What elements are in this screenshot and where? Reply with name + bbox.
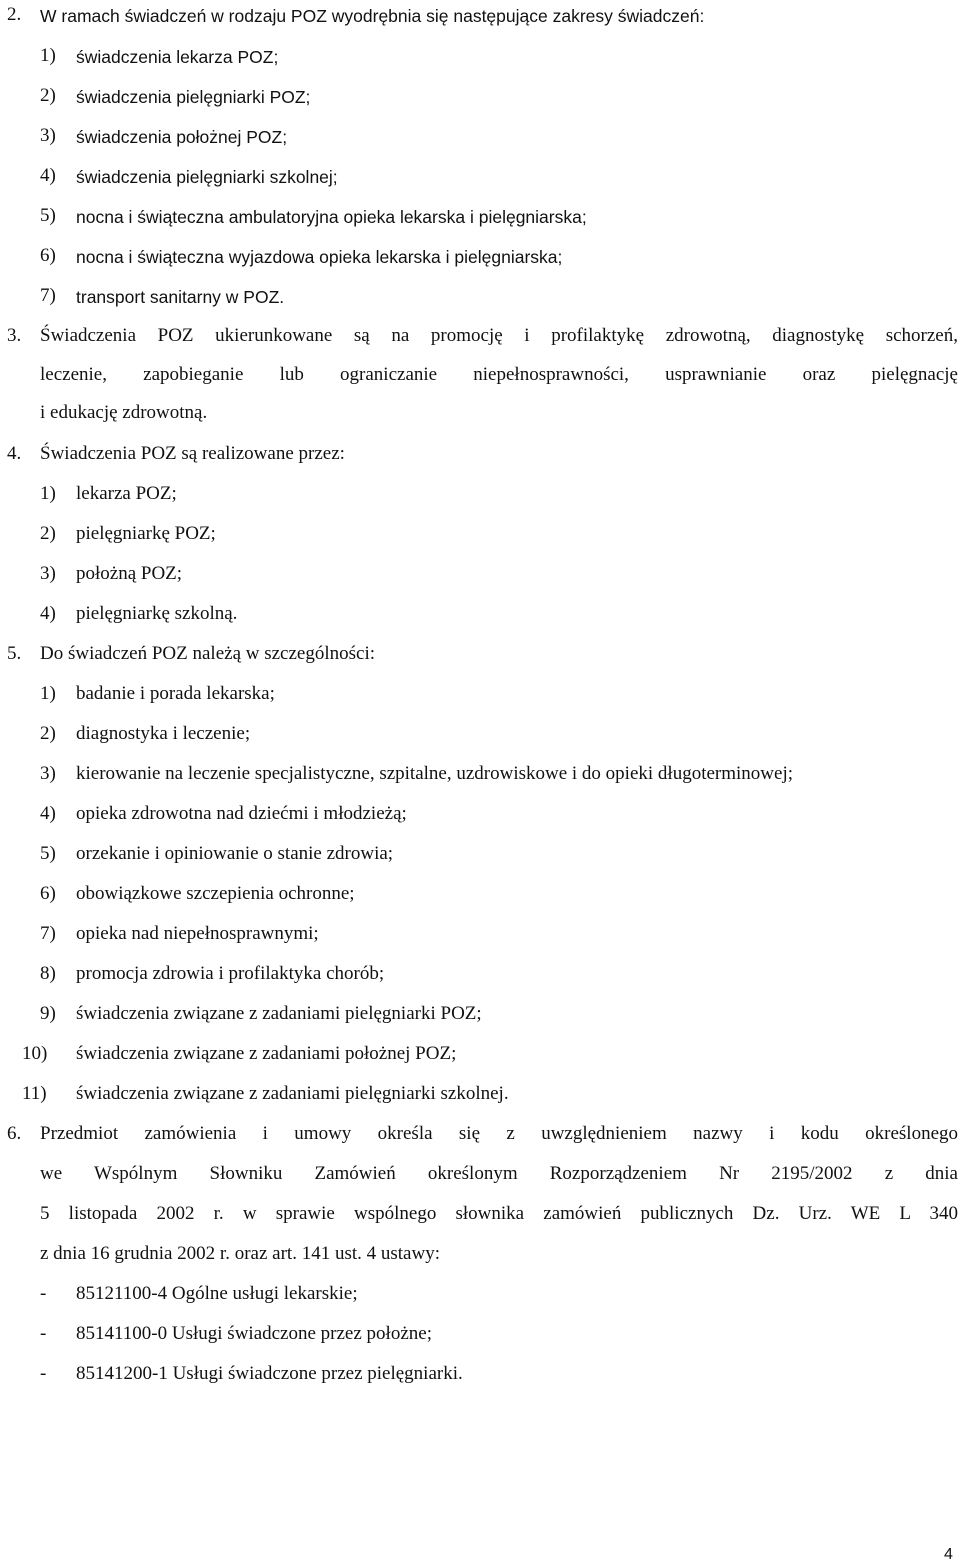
list-item: orzekanie i opiniowanie o stanie zdrowia; <box>76 843 394 864</box>
section-number: 4. <box>7 443 22 464</box>
list-item: nocna i świąteczna wyjazdowa opieka lekarska i pielęgniarska; <box>76 247 563 267</box>
list-item-number: 7) <box>40 923 56 944</box>
list-item-number: 2) <box>40 523 56 544</box>
list-dash: - <box>40 1323 47 1344</box>
list-item: świadczenia związane z zadaniami położnej POZ; <box>76 1043 457 1064</box>
list-item-number: 2) <box>40 85 56 106</box>
list-item-number: 5) <box>40 205 56 226</box>
cpv-code-item: 85121100-4 Ogólne usługi lekarskie; <box>76 1283 358 1304</box>
list-item-number: 11) <box>22 1083 47 1104</box>
list-item: diagnostyka i leczenie; <box>76 723 251 744</box>
paragraph-line: leczenie, zapobieganie lub ograniczanie niepełnosprawności, usprawnianie oraz pielęgnację <box>40 364 958 385</box>
list-item: świadczenia pielęgniarki POZ; <box>76 87 311 107</box>
list-item-number: 1) <box>40 483 56 504</box>
list-item-number: 8) <box>40 963 56 984</box>
list-item-number: 3) <box>40 763 56 784</box>
list-item-number: 4) <box>40 603 56 624</box>
list-item-number: 1) <box>40 683 56 704</box>
list-item: obowiązkowe szczepienia ochronne; <box>76 883 355 904</box>
list-item: transport sanitarny w POZ. <box>76 287 285 307</box>
section-number: 6. <box>7 1123 22 1144</box>
list-dash: - <box>40 1363 47 1384</box>
list-item-number: 9) <box>40 1003 56 1024</box>
list-item: świadczenia pielęgniarki szkolnej; <box>76 167 338 187</box>
section-intro: Do świadczeń POZ należą w szczególności: <box>40 643 376 664</box>
paragraph-line: we Wspólnym Słowniku Zamówień określonym Rozporządzeniem Nr 2195/2002 z dnia <box>40 1163 958 1184</box>
section-intro: W ramach świadczeń w rodzaju POZ wyodrębnia się następujące zakresy świadczeń: <box>40 6 705 26</box>
list-item: świadczenia lekarza POZ; <box>76 47 279 67</box>
list-item-number: 5) <box>40 843 56 864</box>
list-item-number: 3) <box>40 563 56 584</box>
list-item: opieka nad niepełnosprawnymi; <box>76 923 319 944</box>
list-item-number: 6) <box>40 245 56 266</box>
list-item-number: 2) <box>40 723 56 744</box>
paragraph-line: 5 listopada 2002 r. w sprawie wspólnego słownika zamówień publicznych Dz. Urz. WE L 340 <box>40 1203 958 1224</box>
list-item: kierowanie na leczenie specjalistyczne, szpitalne, uzdrowiskowe i do opieki długoterminowej; <box>76 763 794 784</box>
list-item: pielęgniarkę POZ; <box>76 523 216 544</box>
list-item: świadczenia związane z zadaniami pielęgniarki POZ; <box>76 1003 482 1024</box>
paragraph-line: i edukację zdrowotną. <box>40 402 208 423</box>
list-item-number: 6) <box>40 883 56 904</box>
list-item-number: 7) <box>40 285 56 306</box>
list-item-number: 3) <box>40 125 56 146</box>
page-number: 4 <box>944 1546 953 1563</box>
paragraph-line: Przedmiot zamówienia i umowy określa się z uwzględnieniem nazwy i kodu określonego <box>40 1123 958 1144</box>
list-item: lekarza POZ; <box>76 483 177 504</box>
list-item: badanie i porada lekarska; <box>76 683 275 704</box>
section-number: 3. <box>7 325 22 346</box>
list-item: nocna i świąteczna ambulatoryjna opieka lekarska i pielęgniarska; <box>76 207 587 227</box>
list-item-number: 4) <box>40 165 56 186</box>
section-intro: Świadczenia POZ są realizowane przez: <box>40 443 345 464</box>
list-item-number: 4) <box>40 803 56 824</box>
cpv-code-item: 85141100-0 Usługi świadczone przez położne; <box>76 1323 432 1344</box>
paragraph-line: z dnia 16 grudnia 2002 r. oraz art. 141 ust. 4 ustawy: <box>40 1243 440 1264</box>
list-item: świadczenia związane z zadaniami pielęgniarki szkolnej. <box>76 1083 509 1104</box>
list-item: świadczenia położnej POZ; <box>76 127 288 147</box>
list-item: opieka zdrowotna nad dziećmi i młodzieżą; <box>76 803 407 824</box>
section-number: 5. <box>7 643 22 664</box>
cpv-code-item: 85141200-1 Usługi świadczone przez pielęgniarki. <box>76 1363 463 1384</box>
paragraph-line: Świadczenia POZ ukierunkowane są na promocję i profilaktykę zdrowotną, diagnostykę schorzeń, <box>40 325 958 346</box>
list-item-number: 1) <box>40 45 56 66</box>
list-item: promocja zdrowia i profilaktyka chorób; <box>76 963 385 984</box>
list-item-number: 10) <box>22 1043 48 1064</box>
list-item: położną POZ; <box>76 563 183 584</box>
section-number: 2. <box>7 4 22 25</box>
list-dash: - <box>40 1283 47 1304</box>
list-item: pielęgniarkę szkolną. <box>76 603 238 624</box>
